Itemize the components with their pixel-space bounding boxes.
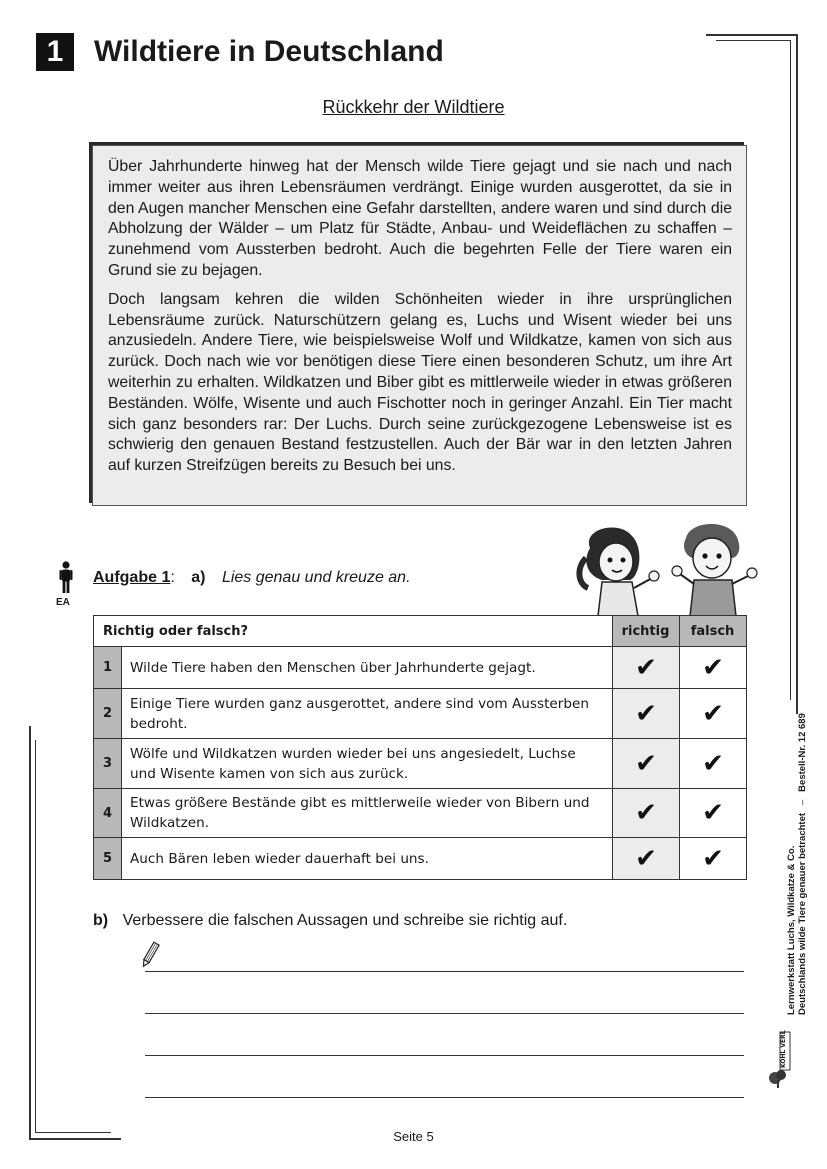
- table-row: [94, 789, 747, 838]
- table-header-row: [94, 616, 747, 647]
- checkbox-true[interactable]: [613, 689, 680, 739]
- row-number: 5: [94, 838, 122, 880]
- checkbox-false[interactable]: [680, 647, 747, 689]
- statement-text: Auch Bären leben wieder dauerhaft bei uns.: [122, 838, 613, 880]
- page-title: Wildtiere in Deutschland: [94, 35, 444, 68]
- frame-line-left-vertical-inner: [35, 740, 36, 1132]
- task-instruction-a: Lies genau und kreuze an.: [221, 569, 411, 586]
- task-part-a: a): [191, 569, 206, 586]
- section-subtitle: Rückkehr der Wildtiere: [322, 97, 505, 117]
- checkbox-true[interactable]: [613, 739, 680, 789]
- table-row: [94, 647, 747, 689]
- statement-text: Etwas größere Bestände gibt es mittlerweile wieder von Bibern und Wildkatzen.: [122, 789, 613, 838]
- table-row: [94, 739, 747, 789]
- writing-line-3[interactable]: [145, 1055, 744, 1056]
- frame-line-top-right-inner: [716, 40, 790, 41]
- table-header-true: richtig: [613, 616, 680, 647]
- boy-figure: [672, 524, 757, 616]
- frame-line-right-vertical-inner: [790, 40, 791, 700]
- row-number: 1: [94, 647, 122, 689]
- task-part-b: b): [93, 912, 109, 929]
- table-row: [94, 689, 747, 739]
- frame-line-top-right: [706, 34, 796, 36]
- true-false-table: [93, 615, 747, 880]
- writing-line-1[interactable]: [145, 971, 744, 972]
- check-icon: ✔: [702, 748, 724, 779]
- table-header-question: Richtig oder falsch?: [94, 616, 613, 647]
- checkbox-false[interactable]: [680, 789, 747, 838]
- writing-line-2[interactable]: [145, 1013, 744, 1014]
- side-info-line-2: Deutschlands wilde Tiere genauer betrachtet – Bestell-Nr. 12 689: [797, 713, 808, 1015]
- checkbox-true[interactable]: [613, 789, 680, 838]
- work-form-label: EA: [56, 597, 70, 608]
- reading-text-box: [92, 145, 747, 506]
- side-info-line-1: Lernwerkstatt Luchs, Wildkatze & Co.: [786, 845, 797, 1015]
- chapter-number: 1: [36, 33, 74, 71]
- checkbox-false[interactable]: [680, 739, 747, 789]
- page-number: Seite 5: [393, 1129, 434, 1144]
- check-icon: ✔: [635, 748, 657, 779]
- checkbox-false[interactable]: [680, 838, 747, 880]
- statement-text: Einige Tiere wurden ganz ausgerottet, andere sind vom Aussterben bedroht.: [122, 689, 613, 739]
- frame-line-left-vertical: [29, 726, 31, 1138]
- publisher-side-info: [786, 695, 808, 1015]
- row-number: 2: [94, 689, 122, 739]
- table-row: [94, 838, 747, 880]
- reading-paragraph-2: Doch langsam kehren die wilden Schönheiten wieder in ihre ursprünglichen Lebensräume zurück. Naturschützern gelang es, Luchs und Wisent wieder bei uns anzusiedeln. Andere Tiere, wie beispielsweise Wolf und Wildkatze, kamen von sich aus zurück. Doch nach wie vor benötigen diese Tiere einen besonderen Schutz, um ihre Art weiterhin zu erhalten. Wildkatzen und Biber gibt es mittlerweile wieder in etwas größeren Beständen. Wölfe, Wisente und auch Fischotter noch in geringer Anzahl. Ein Tier macht sich ganz besonders rar: Der Luchs. Durch seine zurückgezogene Lebensweise ist es schwierig den genauen Bestand festzustellen. Auch der Bär war in den letzten Jahren auf kurzen Streifzügen bereits zu Besuch bei uns.: [108, 290, 732, 475]
- row-number: 3: [94, 739, 122, 789]
- check-icon: ✔: [635, 798, 657, 828]
- check-icon: ✔: [702, 698, 724, 729]
- check-icon: ✔: [635, 652, 657, 683]
- statement-text: Wölfe und Wildkatzen wurden wieder bei uns angesiedelt, Luchse und Wisente kamen von sich aus zurück.: [122, 739, 613, 789]
- task-instruction-b: Verbessere die falschen Aussagen und schreibe sie richtig auf.: [122, 912, 568, 929]
- task-name: Aufgabe 1: [93, 569, 171, 586]
- checkbox-true[interactable]: [613, 647, 680, 689]
- check-icon: ✔: [702, 843, 724, 874]
- children-illustration: [572, 518, 767, 616]
- check-icon: ✔: [635, 843, 657, 874]
- check-icon: ✔: [635, 698, 657, 729]
- task-b-line: [93, 912, 567, 930]
- reading-paragraph-1: Über Jahrhunderte hinweg hat der Mensch wilde Tiere gejagt und sie nach und nach immer weiter aus ihren Lebensräumen verdrängt. Einige wurden ausgerottet, da sie in den Augen mancher Menschen eine Gefahr darstellten, andere waren und sind durch die Abholzung der Wälder – um Platz für Städte, Anbau- und Weideflächen zu schaffen – zunehmend vom Aussterben bedroht. Auch die begehrten Felle der Tiere waren ein Grund sie zu bejagen.: [108, 158, 732, 279]
- row-number: 4: [94, 789, 122, 838]
- publisher-logo: [766, 1030, 796, 1090]
- pencil-icon: [140, 940, 160, 975]
- check-icon: ✔: [702, 798, 724, 828]
- single-work-person-icon: [55, 560, 77, 601]
- check-icon: ✔: [702, 652, 724, 683]
- frame-line-right-vertical: [796, 34, 798, 714]
- checkbox-true[interactable]: [613, 838, 680, 880]
- table-header-false: falsch: [680, 616, 747, 647]
- checkbox-false[interactable]: [680, 689, 747, 739]
- task-colon: :: [170, 569, 175, 586]
- svg-text:KOHL VERLAG: KOHL VERLAG: [780, 1030, 787, 1068]
- statement-text: Wilde Tiere haben den Menschen über Jahrhunderte gejagt.: [122, 647, 613, 689]
- task-a-line: [93, 569, 411, 587]
- girl-figure: [579, 527, 659, 616]
- writing-line-4[interactable]: [145, 1097, 744, 1098]
